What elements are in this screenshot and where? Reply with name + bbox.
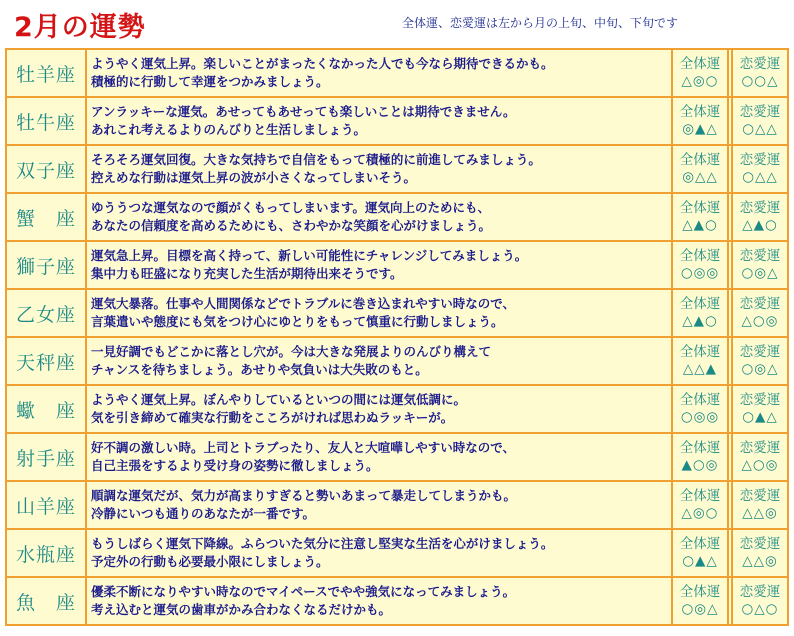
love-luck-marks: △△◎: [742, 553, 778, 569]
love-luck-cell: [732, 577, 788, 625]
overall-luck-cell: [672, 193, 728, 241]
love-luck-label: 恋愛運: [739, 248, 781, 264]
table-row: [6, 145, 788, 193]
table-row: [6, 97, 788, 145]
fortune-line-1: もうしばらく運気下降線。ふらついた気分に注意し堅実な生活を心がけましょう。: [91, 536, 554, 551]
fortune-line-1: 運気大暴落。仕事や人間関係などでトラブルに巻き込まれやすい時なので、: [91, 296, 516, 311]
love-luck-label: 恋愛運: [739, 488, 781, 504]
table-row: [6, 577, 788, 625]
fortune-line-1: ゆううつな運気なので顔がくもってしまいます。運気向上のためにも、: [91, 200, 491, 215]
fortune-line-1: 一見好調でもどこかに落とし穴が。今は大きな発展よりのんびり構えて: [91, 344, 492, 359]
overall-luck-marks: ○◎△: [681, 601, 719, 617]
fortune-message: [86, 145, 672, 193]
fortune-line-2: 言葉遣いや態度にも気をつけ心にゆとりをもって慎重に行動しましょう。: [91, 314, 504, 329]
love-luck-label: 恋愛運: [739, 104, 781, 120]
love-luck-marks: ○◎△: [741, 361, 779, 377]
zodiac-sign: 魚 座: [6, 577, 86, 625]
overall-luck-cell: [672, 145, 728, 193]
fortune-message: [86, 97, 672, 145]
zodiac-sign: 乙女座: [6, 289, 86, 337]
overall-luck-label: 全体運: [679, 104, 721, 120]
love-luck-marks: △○◎: [741, 457, 779, 473]
zodiac-sign: 射手座: [6, 433, 86, 481]
fortune-message: [86, 241, 672, 289]
love-luck-cell: [732, 97, 788, 145]
love-luck-label: 恋愛運: [739, 536, 781, 552]
overall-luck-label: 全体運: [679, 344, 721, 360]
zodiac-sign: 牡牛座: [6, 97, 86, 145]
love-luck-label: 恋愛運: [739, 440, 781, 456]
love-luck-label: 恋愛運: [739, 56, 781, 72]
love-luck-label: 恋愛運: [739, 344, 781, 360]
overall-luck-label: 全体運: [679, 584, 721, 600]
table-row: [6, 385, 788, 433]
overall-luck-cell: [672, 433, 728, 481]
love-luck-marks: △△◎: [742, 505, 778, 521]
table-row: [6, 193, 788, 241]
overall-luck-label: 全体運: [679, 536, 721, 552]
overall-luck-cell: [672, 577, 728, 625]
overall-luck-label: 全体運: [679, 488, 721, 504]
overall-luck-label: 全体運: [679, 296, 721, 312]
fortune-line-2: あなたの信頼度を高めるためにも、さわやかな笑顔を心がけましょう。: [91, 218, 492, 233]
love-luck-marks: ○△○: [741, 601, 779, 617]
love-luck-cell: [732, 49, 788, 97]
fortune-line-1: 優柔不断になりやすい時なのでマイペースでやや強気になってみましょう。: [91, 584, 516, 599]
fortune-line-1: 好不調の激しい時。上司とトラブったり、友人と大喧嘩しやすい時なので、: [91, 440, 516, 455]
love-luck-marks: ○○△: [741, 73, 779, 89]
fortune-message: [86, 193, 672, 241]
zodiac-sign: 水瓶座: [6, 529, 86, 577]
overall-luck-cell: [672, 529, 728, 577]
zodiac-sign: 獅子座: [6, 241, 86, 289]
love-luck-marks: ○◎△: [741, 265, 779, 281]
love-luck-cell: [732, 385, 788, 433]
overall-luck-cell: [672, 49, 728, 97]
zodiac-sign: 天秤座: [6, 337, 86, 385]
fortune-line-2: 冷静にいつも通りのあなたが一番です。: [91, 506, 316, 521]
overall-luck-marks: △▲○: [682, 217, 718, 233]
fortune-line-1: アンラッキーな運気。あせってもあせっても楽しいことは期待できません。: [91, 104, 516, 119]
fortune-table: [5, 48, 789, 626]
love-luck-cell: [732, 145, 788, 193]
overall-luck-marks: ○◎◎: [680, 409, 720, 425]
fortune-line-1: ようやく運気上昇。楽しいことがまったくなかった人でも今なら期待できるかも。: [91, 56, 554, 71]
fortune-line-2: あれこれ考えるよりのんびりと生活しましょう。: [91, 122, 367, 137]
love-luck-label: 恋愛運: [739, 392, 781, 408]
table-row: [6, 289, 788, 337]
legend-note: 全体運、恋愛運は左から月の上旬、中旬、下旬です: [402, 16, 679, 30]
zodiac-sign: 牡羊座: [6, 49, 86, 97]
zodiac-sign: 蟹 座: [6, 193, 86, 241]
love-luck-label: 恋愛運: [739, 584, 781, 600]
overall-luck-cell: [672, 337, 728, 385]
table-row: [6, 337, 788, 385]
love-luck-marks: ○△△: [742, 169, 778, 185]
overall-luck-label: 全体運: [679, 152, 721, 168]
overall-luck-label: 全体運: [679, 248, 721, 264]
fortune-line-2: チャンスを待ちましょう。あせりや気負いは大失敗のもと。: [91, 362, 428, 377]
love-luck-cell: [732, 433, 788, 481]
fortune-message: [86, 289, 672, 337]
overall-luck-cell: [672, 241, 728, 289]
fortune-line-2: 集中力も旺盛になり充実した生活が期待出来そうです。: [91, 266, 403, 281]
table-row: [6, 433, 788, 481]
page-header: [0, 0, 794, 46]
overall-luck-marks: ▲○◎: [681, 457, 719, 473]
fortune-line-2: 自己主張をするより受け身の姿勢に徹しましょう。: [91, 458, 379, 473]
overall-luck-label: 全体運: [679, 200, 721, 216]
fortune-line-2: 気を引き締めて確実な行動をこころがければ思わぬラッキーが。: [91, 410, 454, 425]
table-row: [6, 49, 788, 97]
love-luck-marks: ○△△: [742, 121, 778, 137]
love-luck-cell: [732, 481, 788, 529]
fortune-line-1: 運気急上昇。目標を高く持って、新しい可能性にチャレンジしてみましょう。: [91, 248, 528, 263]
fortune-line-2: 控えめな行動は運気上昇の波が小さくなってしまいそう。: [91, 170, 417, 185]
zodiac-sign: 双子座: [6, 145, 86, 193]
overall-luck-label: 全体運: [679, 56, 721, 72]
fortune-message: [86, 337, 672, 385]
fortune-message: [86, 49, 672, 97]
table-row: [6, 481, 788, 529]
love-luck-label: 恋愛運: [739, 296, 781, 312]
overall-luck-marks: △△▲: [682, 361, 718, 377]
love-luck-label: 恋愛運: [739, 152, 781, 168]
page-title: 2月の運勢: [14, 12, 146, 43]
love-luck-marks: △▲○: [742, 217, 778, 233]
fortune-message: [86, 433, 672, 481]
overall-luck-cell: [672, 385, 728, 433]
table-row: [6, 241, 788, 289]
overall-luck-cell: [672, 289, 728, 337]
love-luck-cell: [732, 193, 788, 241]
fortune-line-1: ようやく運気上昇。ぼんやりしているといつの間には運気低調に。: [91, 392, 467, 407]
overall-luck-marks: △◎○: [681, 73, 719, 89]
love-luck-cell: [732, 289, 788, 337]
fortune-line-2: 予定外の行動も必要最小限にしましょう。: [91, 554, 329, 569]
overall-luck-marks: ◎▲△: [682, 121, 718, 137]
love-luck-marks: △○◎: [741, 313, 779, 329]
overall-luck-marks: ◎△△: [682, 169, 718, 185]
overall-luck-marks: ○▲△: [682, 553, 718, 569]
overall-luck-marks: △◎○: [681, 505, 719, 521]
overall-luck-cell: [672, 481, 728, 529]
fortune-line-2: 積極的に行動して幸運をつかみましょう。: [91, 74, 329, 89]
overall-luck-label: 全体運: [679, 440, 721, 456]
overall-luck-label: 全体運: [679, 392, 721, 408]
fortune-message: [86, 481, 672, 529]
fortune-line-1: 順調な運気だが、気力が高まりすぎると勢いあまって暴走してしまうかも。: [91, 488, 517, 503]
zodiac-sign: 山羊座: [6, 481, 86, 529]
love-luck-cell: [732, 337, 788, 385]
love-luck-cell: [732, 241, 788, 289]
love-luck-cell: [732, 529, 788, 577]
overall-luck-marks: △▲○: [682, 313, 718, 329]
fortune-message: [86, 577, 672, 625]
fortune-line-2: 考え込むと運気の歯車がかみ合わなくなるだけかも。: [91, 602, 392, 617]
love-luck-marks: ○▲△: [742, 409, 778, 425]
zodiac-sign: 蠍 座: [6, 385, 86, 433]
fortune-table-body: [6, 49, 788, 625]
table-row: [6, 529, 788, 577]
overall-luck-cell: [672, 97, 728, 145]
fortune-message: [86, 529, 672, 577]
fortune-line-1: そろそろ運気回復。大きな気持ちで自信をもって積極的に前進してみましょう。: [91, 152, 541, 167]
overall-luck-marks: ○◎◎: [680, 265, 720, 281]
love-luck-label: 恋愛運: [739, 200, 781, 216]
fortune-message: [86, 385, 672, 433]
